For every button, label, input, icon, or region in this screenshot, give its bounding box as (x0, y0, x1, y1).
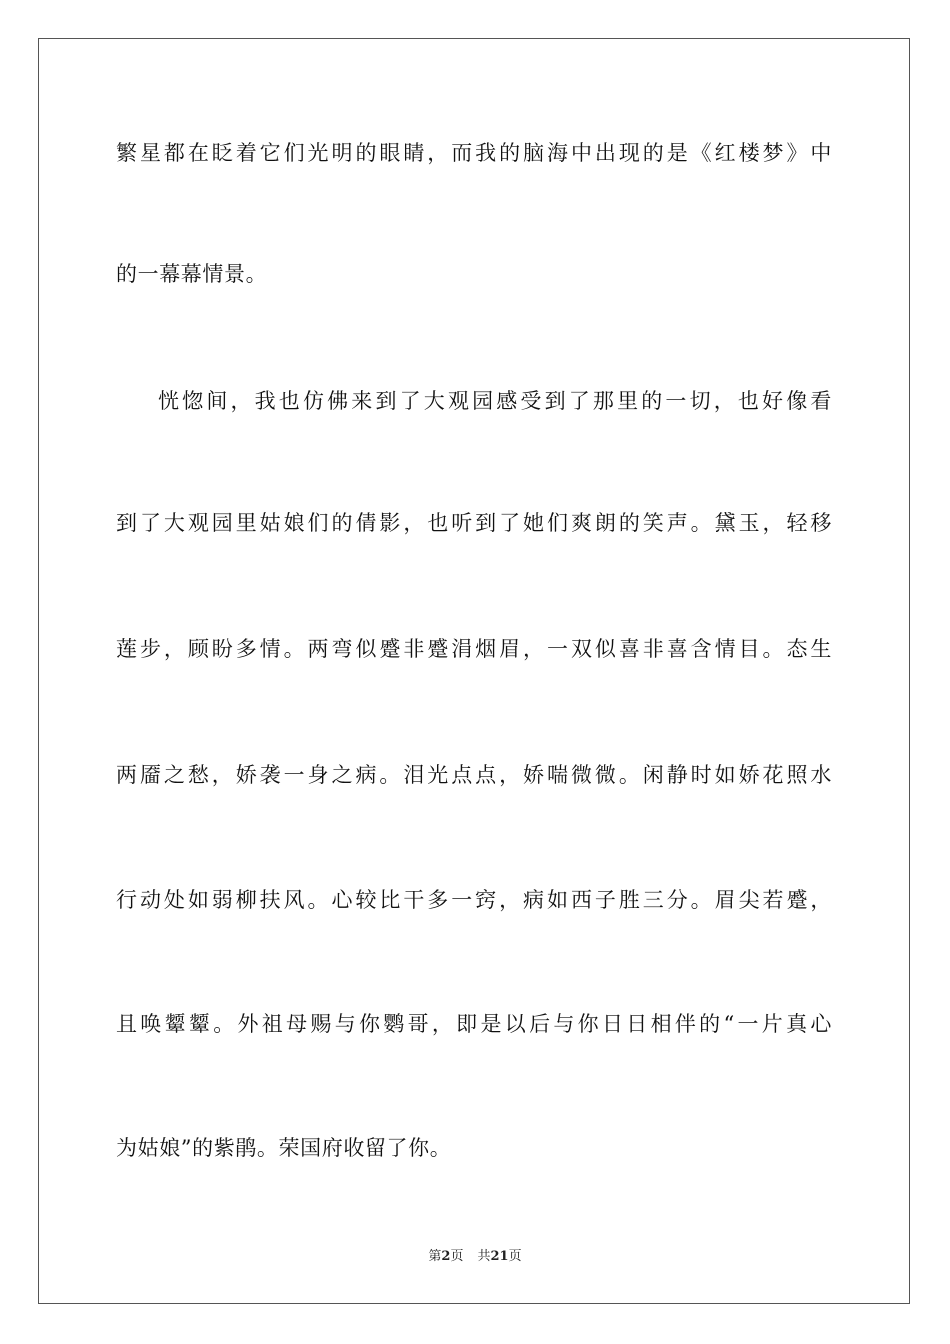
text-line-9: 为姑娘”的紫鹃。荣国府收留了你。 (116, 1136, 452, 1160)
page-current: 2 (441, 1249, 451, 1264)
page-prefix: 第 (428, 1249, 442, 1264)
page-total: 21 (490, 1249, 509, 1264)
page-footer (0, 1248, 950, 1266)
text-line-4: 到了大观园里姑娘们的倩影，也听到了她们爽朗的笑声。黛玉，轻移 (116, 511, 832, 535)
page-border (38, 38, 910, 1304)
text-line-3: 恍惚间，我也仿佛来到了大观园感受到了那里的一切，也好像看 (158, 389, 832, 413)
total-suffix: 页 (508, 1249, 522, 1264)
text-line-7: 行动处如弱柳扶风。心较比干多一窍，病如西子胜三分。眉尖若蹙， (116, 888, 832, 912)
page-suffix: 页 (450, 1249, 464, 1264)
text-line-2: 的一幕幕情景。 (116, 262, 268, 286)
total-prefix: 共 (477, 1249, 491, 1264)
text-line-6: 两靥之愁，娇袭一身之病。泪光点点，娇喘微微。闲静时如娇花照水 (116, 763, 832, 787)
text-line-8: 且唤颦颦。外祖母赐与你鹦哥，即是以后与你日日相伴的“一片真心 (116, 1012, 832, 1036)
text-line-1: 繁星都在眨着它们光明的眼睛，而我的脑海中出现的是《红楼梦》中 (116, 141, 832, 165)
text-line-5: 莲步，顾盼多情。两弯似蹙非蹙涓烟眉，一双似喜非喜含情目。态生 (116, 637, 832, 661)
